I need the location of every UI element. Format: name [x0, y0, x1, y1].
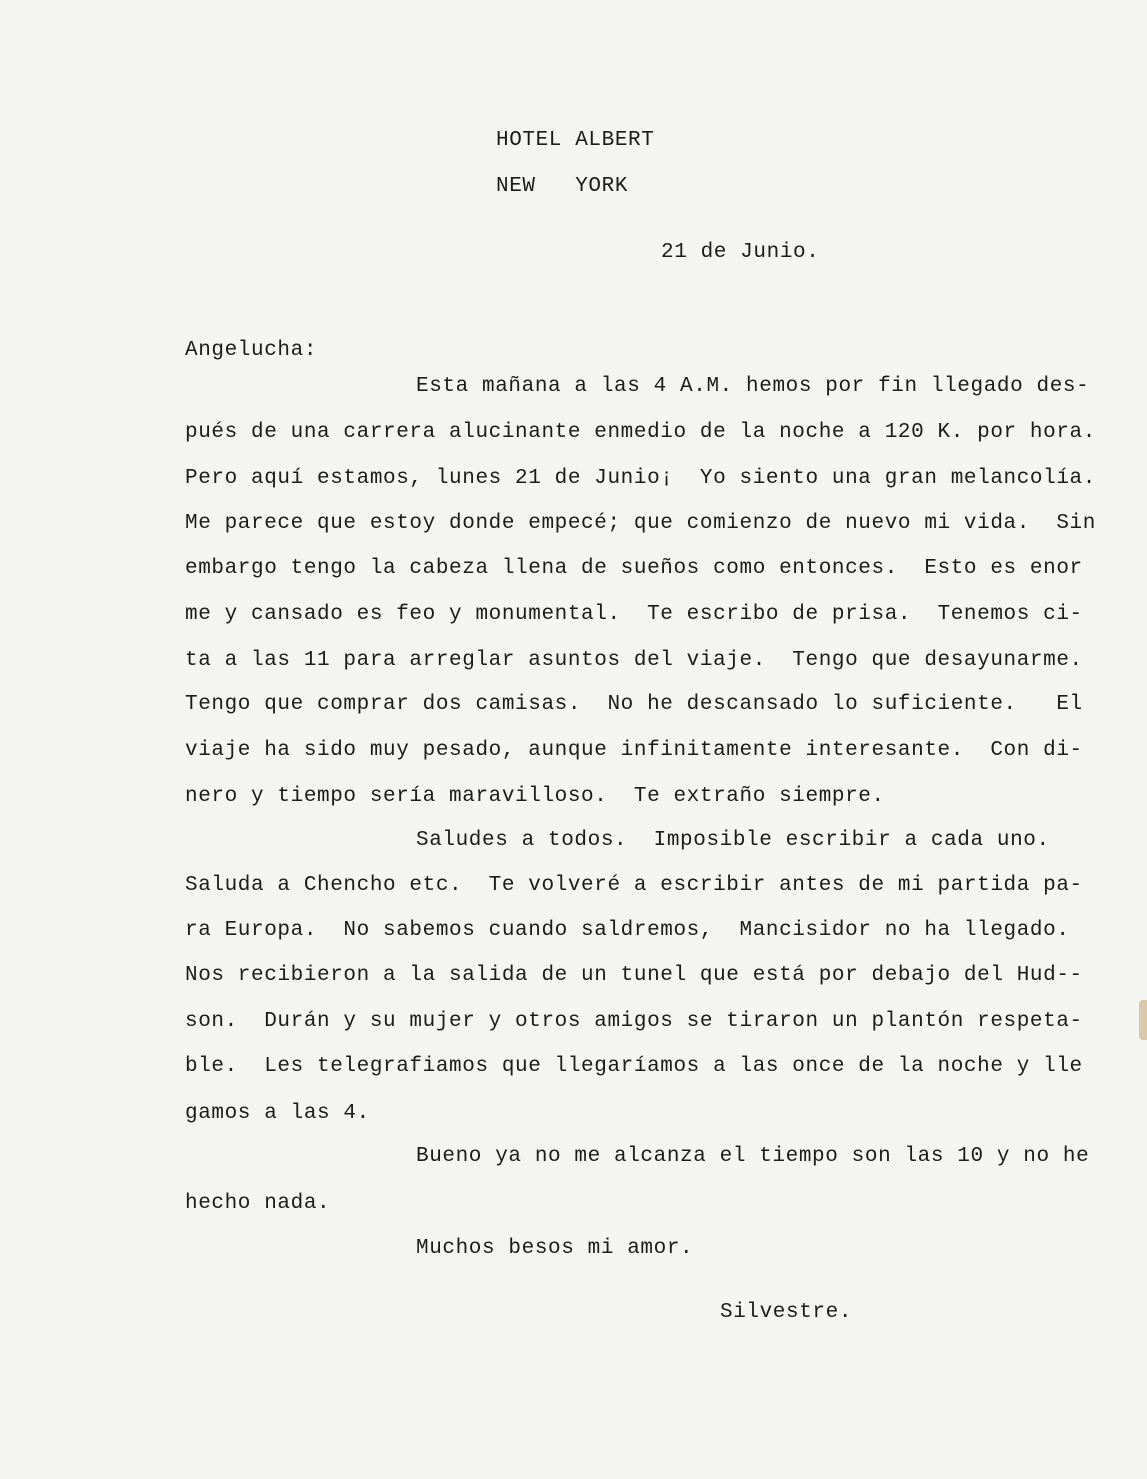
body-line: ta a las 11 para arreglar asuntos del viaje. Tengo que desayunarme. [185, 649, 1083, 672]
body-line: me y cansado es feo y monumental. Te escribo de prisa. Tenemos ci- [185, 603, 1083, 626]
closing-line: Muchos besos mi amor. [416, 1237, 694, 1260]
body-line: pués de una carrera alucinante enmedio de la noche a 120 K. por hora. [185, 421, 1096, 444]
body-line: hecho nada. [185, 1192, 331, 1215]
body-line: Me parece que estoy donde empecé; que comienzo de nuevo mi vida. Sin [185, 512, 1096, 535]
body-line: gamos a las 4. [185, 1102, 370, 1125]
body-line: ra Europa. No sabemos cuando saldremos, Mancisidor no ha llegado. [185, 919, 1070, 942]
body-line: ble. Les telegrafiamos que llegaríamos a las once de la noche y lle [185, 1055, 1083, 1078]
body-line: Nos recibieron a la salida de un tunel que está por debajo del Hud-- [185, 964, 1083, 987]
salutation: Angelucha: [185, 339, 318, 362]
letterhead-hotel: HOTEL ALBERT [496, 129, 655, 152]
letter-date: 21 de Junio. [661, 241, 820, 264]
body-line: Bueno ya no me alcanza el tiempo son las 10 y no he [416, 1145, 1090, 1168]
body-line: Saludes a todos. Imposible escribir a cada uno. [416, 829, 1050, 852]
letterhead-city: NEW YORK [496, 175, 629, 198]
body-line: viaje ha sido muy pesado, aunque infinitamente interesante. Con di- [185, 739, 1083, 762]
body-line: Tengo que comprar dos camisas. No he descansado lo suficiente. El [185, 693, 1083, 716]
body-line: son. Durán y su mujer y otros amigos se tiraron un plantón respeta- [185, 1010, 1083, 1033]
body-line: nero y tiempo sería maravilloso. Te extraño siempre. [185, 785, 885, 808]
body-line: Esta mañana a las 4 A.M. hemos por fin llegado des- [416, 375, 1090, 398]
body-line: Pero aquí estamos, lunes 21 de Junio¡ Yo siento una gran melancolía. [185, 467, 1096, 490]
body-line: Saluda a Chencho etc. Te volveré a escribir antes de mi partida pa- [185, 874, 1083, 897]
signature: Silvestre. [720, 1301, 853, 1324]
paper-stain [1139, 1000, 1147, 1040]
body-line: embargo tengo la cabeza llena de sueños como entonces. Esto es enor [185, 557, 1083, 580]
